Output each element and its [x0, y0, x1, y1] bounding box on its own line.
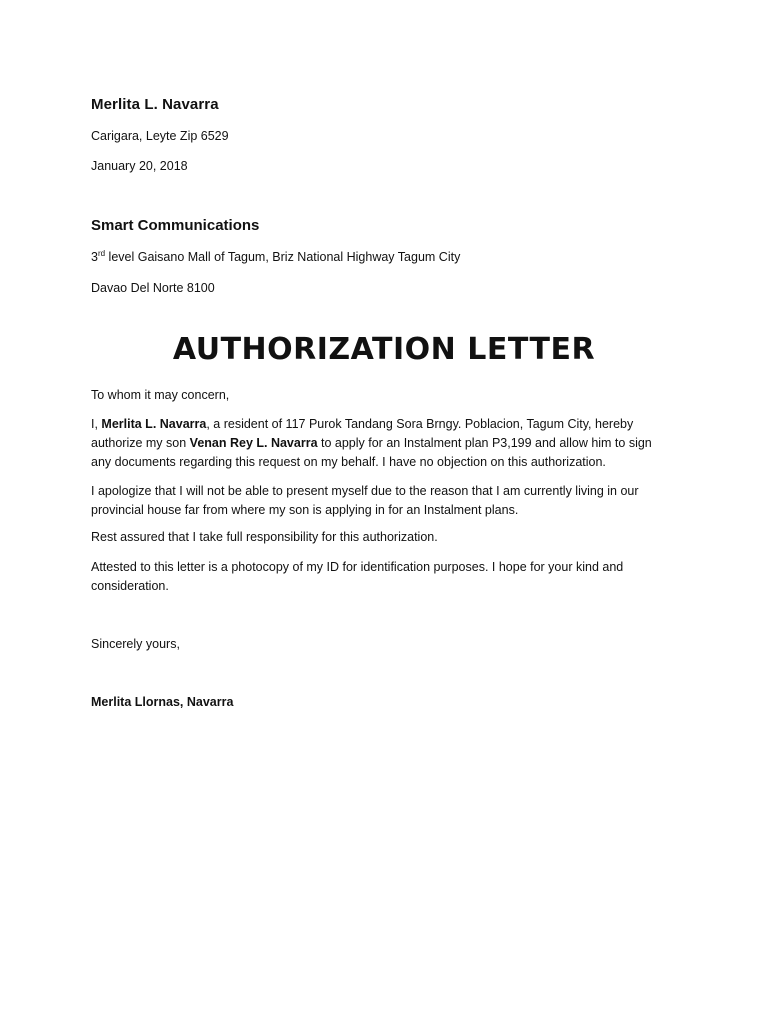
- salutation: To whom it may concern,: [91, 388, 230, 402]
- sender-address: Carigara, Leyte Zip 6529: [91, 129, 229, 143]
- closing: Sincerely yours,: [91, 637, 180, 651]
- letter-title: AUTHORIZATION LETTER: [172, 332, 596, 367]
- son-name-bold: Venan Rey L. Navarra: [189, 436, 318, 450]
- sender-name: Merlita L. Navarra: [91, 96, 219, 113]
- recipient-name: Smart Communications: [91, 217, 260, 234]
- body-paragraph-1: [91, 415, 661, 472]
- signature-name: Merlita Llornas, Navarra: [91, 695, 234, 709]
- para1-text-a: I,: [91, 417, 102, 431]
- recipient-floor-ordinal: rd: [97, 248, 106, 258]
- recipient-address-line1: [91, 248, 681, 266]
- para1-text-b: , a resident of 117 Purok Tandang Sora Brngy. Poblacion, Tagum City, hereby authorize my son: [91, 417, 634, 450]
- recipient-floor-number: 3: [91, 250, 98, 264]
- para1-text-c: to apply for an Instalment plan P3,199 and allow him to sign any documents regarding this request on my behalf. I have no objection on this authorization.: [91, 436, 652, 469]
- recipient-address-rest: level Gaisano Mall of Tagum, Briz National Highway Tagum City: [105, 250, 461, 264]
- author-name-bold: Merlita L. Navarra: [101, 417, 207, 431]
- body-paragraph-2: I apologize that I will not be able to present myself due to the reason that I am currently living in our provincial house far from where my son is applying in for an Instalment plans.: [91, 484, 639, 517]
- body-paragraph-4: Attested to this letter is a photocopy of my ID for identification purposes. I hope for your kind and consideration.: [91, 560, 624, 593]
- recipient-address-line2: Davao Del Norte 8100: [91, 281, 215, 295]
- letter-date: January 20, 2018: [91, 159, 188, 173]
- body-paragraph-3: Rest assured that I take full responsibility for this authorization.: [91, 530, 438, 544]
